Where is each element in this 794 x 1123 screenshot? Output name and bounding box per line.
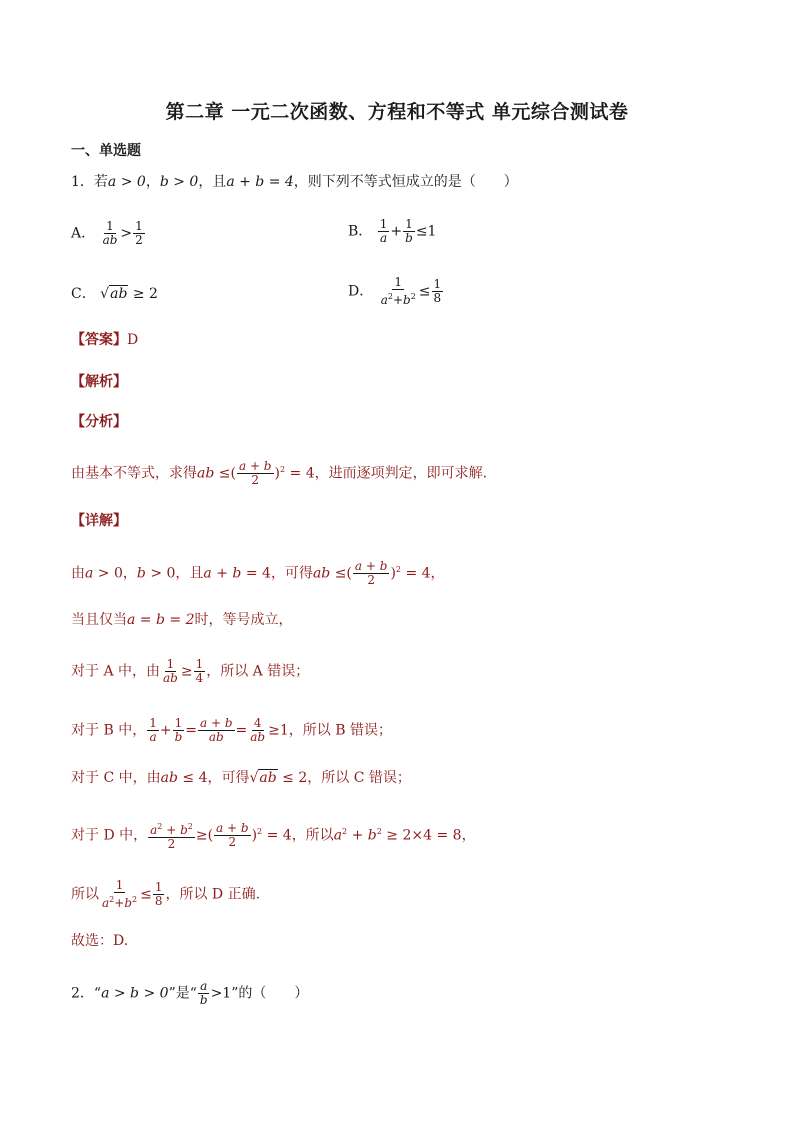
fenxi-tag: 【分析】 bbox=[71, 414, 127, 430]
section-heading: 一、单选题 bbox=[71, 143, 141, 159]
detail-line-3: 对于 A 中，由 $\frac{1}{ab}$ ≥ $\frac{1}{4}$ ，所以 A 错误； bbox=[71, 657, 310, 685]
fenxi-text: 由基本不等式，求得ab ≤( $\frac{a + b}{2}$ )$^2$ = 4，进而逐项判定，即可求解. bbox=[71, 459, 488, 488]
detail-line-4: 对于 B 中， $\frac{1}{a}$ + $\frac{1}{b}$ = $\frac{a + b}{ab}$ = $\frac{4}{ab}$ ≥1，所以 B 错误； bbox=[71, 716, 392, 744]
jiexi-tag: 【解析】 bbox=[71, 374, 127, 390]
detail-line-5: 对于 C 中，由ab ≤ 4，可得√ab ≤ 2，所以 C 错误； bbox=[71, 770, 411, 786]
q1-option-a: A． $\frac{1}{ab}$ > $\frac{1}{2}$ bbox=[71, 219, 143, 247]
detail-line-7: 所以 $\frac{1}{a^2+b^2}$ ≤ $\frac{1}{8}$ ，所以 D 正确. bbox=[71, 878, 261, 910]
answer-line: 【答案】D bbox=[71, 332, 139, 348]
q2-stem: 2．“a > b > 0”是“ $\frac{a}{b}$ >1”的（ ） bbox=[71, 979, 309, 1007]
page-title: 第二章 一元二次函数、方程和不等式 单元综合测试卷 bbox=[165, 101, 629, 123]
q1-option-b: B． $\frac{1}{a}$ + $\frac{1}{b}$ ≤1 bbox=[348, 217, 437, 245]
q1-stem: 1．若a > 0，b > 0，且a + b = 4，则下列不等式恒成立的是（ ） bbox=[71, 174, 518, 190]
detail-line-2: 当且仅当a = b = 2时，等号成立， bbox=[71, 612, 293, 628]
detail-line-1: 由a > 0，b > 0，且a + b = 4，可得ab ≤( $\frac{a + b}{2}$ )$^2$ = 4， bbox=[71, 559, 445, 588]
xiangjie-tag: 【详解】 bbox=[71, 513, 127, 529]
conclusion-line: 故选：D. bbox=[71, 933, 129, 949]
detail-line-6: 对于 D 中， $\frac{a^2 + b^2}{2}$ ≥( $\frac{a + b}{2}$ )$^2$ = 4，所以$a^2 + b^2 \ge 2\times 4 = 8$， bbox=[71, 821, 476, 851]
q1-option-c: C． √ab ≥ 2 bbox=[71, 286, 158, 302]
q1-option-d: D． $\frac{1}{a^2+b^2}$ ≤ $\frac{1}{8}$ bbox=[348, 275, 442, 307]
